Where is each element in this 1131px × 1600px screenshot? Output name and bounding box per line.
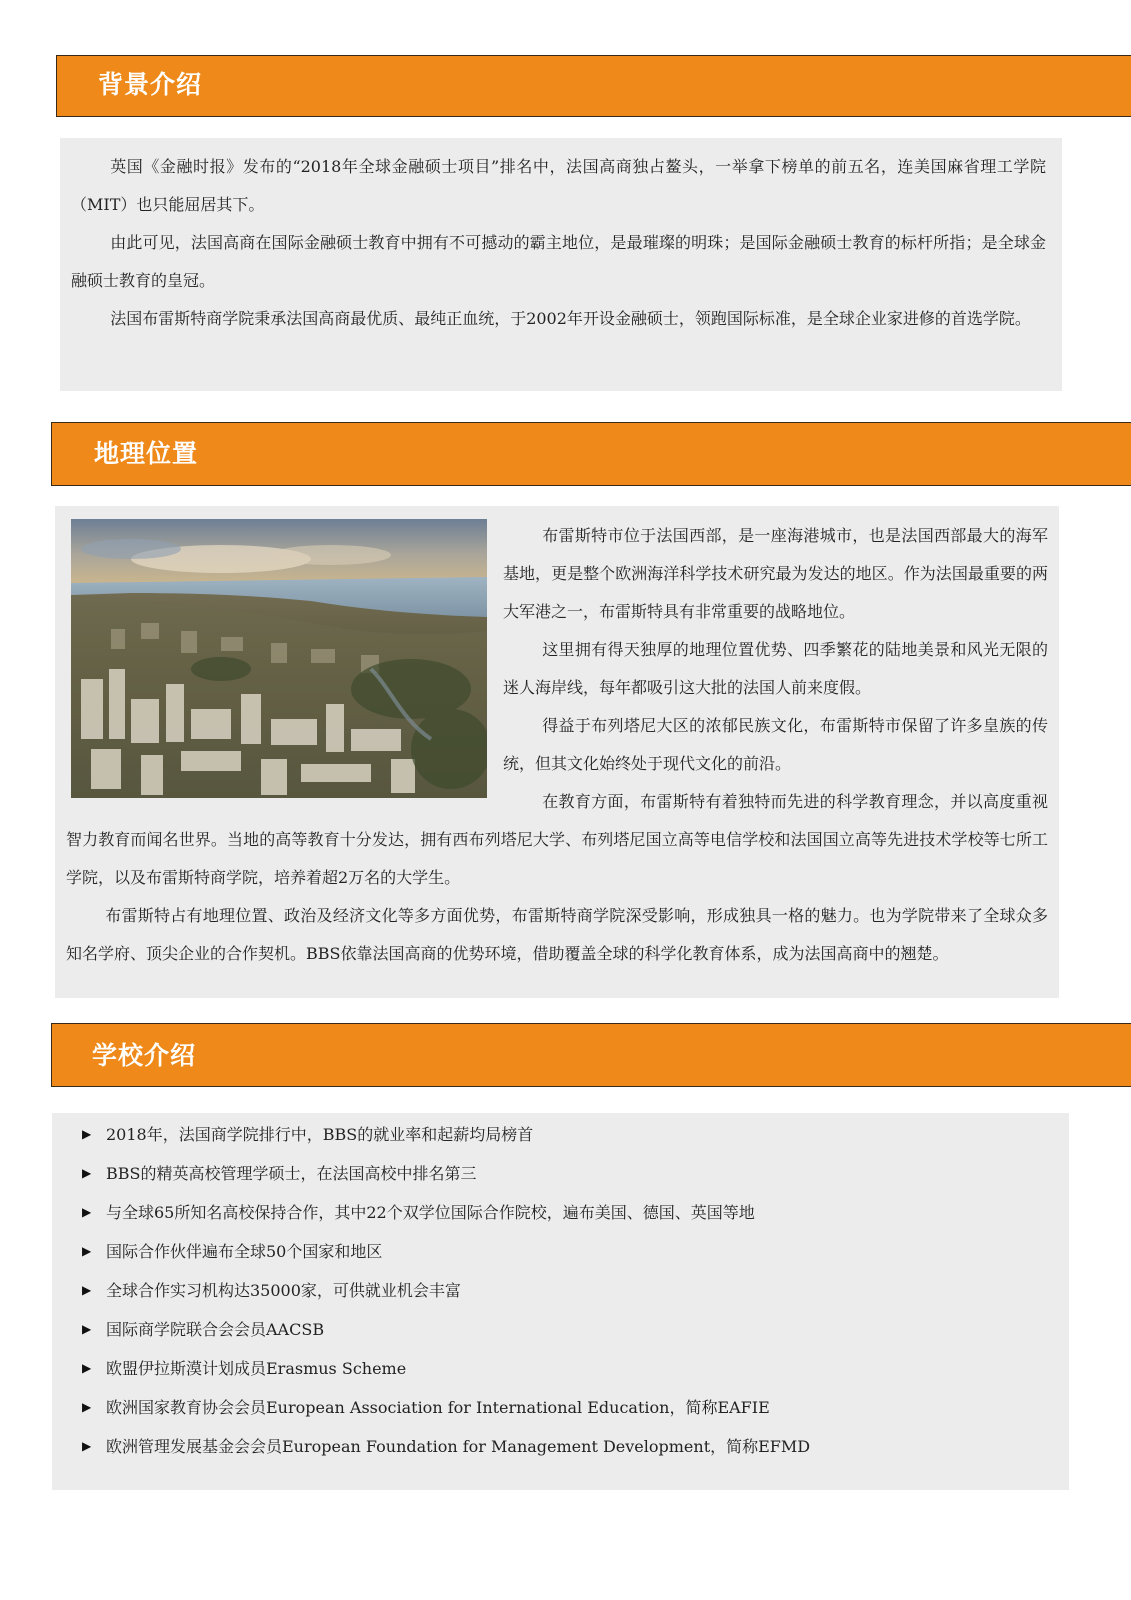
header-bar xyxy=(51,1023,1131,1087)
list-item-text: 欧洲管理发展基金会会员European Foundation for Management Development，简称EFMD xyxy=(106,1437,811,1456)
brest-aerial-photo xyxy=(71,519,487,798)
list-item xyxy=(72,1388,1069,1427)
list-item xyxy=(72,1232,1069,1271)
city-photo-illustration xyxy=(71,519,487,798)
header-bar xyxy=(56,55,1131,117)
list-item xyxy=(72,1154,1069,1193)
section-title-geography: 地理位置 xyxy=(94,439,199,468)
list-item-text: 国际合作伙伴遍布全球50个国家和地区 xyxy=(106,1242,383,1261)
list-item xyxy=(72,1115,1069,1154)
school-highlights-list xyxy=(72,1115,1069,1466)
geography-paragraph: 布雷斯特占有地理位置、政治及经济文化等多方面优势，布雷斯特商学院深受影响，形成独具一格的魅力。也为学院带来了全球众多知名学府、顶尖企业的合作契机。BBS依靠法国高商的优势环境，借助覆盖全球的科学化教育体系，成为法国高商中的翘楚。 xyxy=(66,906,1048,963)
right-triangle-icon: ▶ xyxy=(82,1361,92,1375)
school-panel xyxy=(52,1113,1069,1490)
list-item-text: 欧盟伊拉斯漠计划成员Erasmus Scheme xyxy=(106,1359,407,1378)
list-item xyxy=(72,1427,1069,1466)
header-bar xyxy=(51,422,1131,486)
section-header-geography xyxy=(0,422,1131,486)
list-item-text: BBS的精英高校管理学硕士，在法国高校中排名第三 xyxy=(106,1164,477,1183)
list-item xyxy=(72,1310,1069,1349)
list-item-text: 国际商学院联合会会员AACSB xyxy=(106,1320,325,1339)
background-panel xyxy=(60,138,1062,391)
list-item-text: 与全球65所知名高校保持合作，其中22个双学位国际合作院校，遍布美国、德国、英国等地 xyxy=(106,1203,755,1222)
right-triangle-icon: ▶ xyxy=(82,1283,92,1297)
right-triangle-icon: ▶ xyxy=(82,1205,92,1219)
right-triangle-icon: ▶ xyxy=(82,1439,92,1453)
right-triangle-icon: ▶ xyxy=(82,1166,92,1180)
list-item-text: 2018年，法国商学院排行中，BBS的就业率和起薪均局榜首 xyxy=(106,1125,534,1144)
geography-paragraph: 得益于布列塔尼大区的浓郁民族文化，布雷斯特市保留了许多皇族的传统，但其文化始终处于现代文化的前沿。 xyxy=(503,716,1048,773)
background-paragraph: 英国《金融时报》发布的“2018年全球金融硕士项目”排名中，法国高商独占鳌头，一举拿下榜单的前五名，连美国麻省理工学院（MIT）也只能屈居其下。 xyxy=(71,157,1046,214)
geography-paragraph: 布雷斯特市位于法国西部，是一座海港城市，也是法国西部最大的海军基地，更是整个欧洲海洋科学技术研究最为发达的地区。作为法国最重要的两大军港之一，布雷斯特具有非常重要的战略地位。 xyxy=(503,526,1048,621)
list-item xyxy=(72,1271,1069,1310)
geography-panel xyxy=(55,506,1059,998)
list-item-text: 欧洲国家教育协会会员European Association for International Education，简称EAFIE xyxy=(106,1398,770,1417)
list-item-text: 全球合作实习机构达35000家，可供就业机会丰富 xyxy=(106,1281,461,1300)
section-title-background: 背景介绍 xyxy=(98,70,203,99)
list-item xyxy=(72,1193,1069,1232)
right-triangle-icon: ▶ xyxy=(82,1127,92,1141)
background-paragraph: 法国布雷斯特商学院秉承法国高商最优质、最纯正血统，于2002年开设金融硕士，领跑国际标准，是全球企业家进修的首选学院。 xyxy=(110,309,1031,328)
list-item xyxy=(72,1349,1069,1388)
right-triangle-icon: ▶ xyxy=(82,1400,92,1414)
section-title-school: 学校介绍 xyxy=(92,1041,197,1070)
right-triangle-icon: ▶ xyxy=(82,1322,92,1336)
section-header-background xyxy=(0,55,1131,117)
section-header-school xyxy=(0,1023,1131,1087)
geography-paragraph: 在教育方面，布雷斯特有着独特而先进的科学教育理念，并以高度重视智力教育而闻名世界。当地的高等教育十分发达，拥有西布列塔尼大学、布列塔尼国立高等电信学校和法国国立高等先进技术学校等七所工学院，以及布雷斯特商学院，培养着超2万名的大学生。 xyxy=(66,792,1048,887)
background-paragraph: 由此可见，法国高商在国际金融硕士教育中拥有不可撼动的霸主地位，是最璀璨的明珠；是国际金融硕士教育的标杆所指；是全球金融硕士教育的皇冠。 xyxy=(71,233,1046,290)
geography-paragraph: 这里拥有得天独厚的地理位置优势、四季繁花的陆地美景和风光无限的迷人海岸线，每年都吸引这大批的法国人前来度假。 xyxy=(503,640,1048,697)
right-triangle-icon: ▶ xyxy=(82,1244,92,1258)
